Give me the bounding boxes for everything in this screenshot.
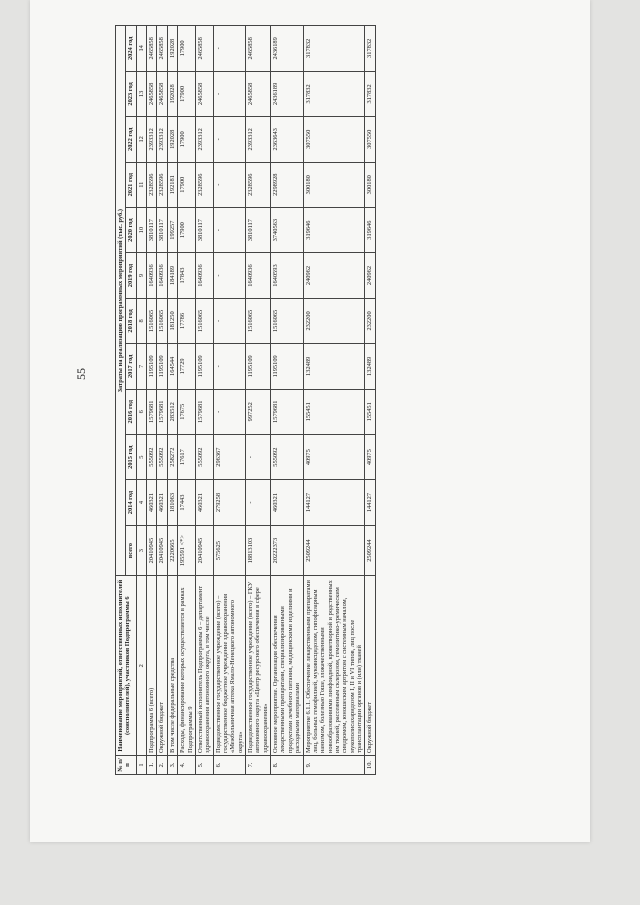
col-number: 10 (136, 207, 146, 252)
col-number: 12 (136, 117, 146, 162)
header-year: 2016 год (126, 389, 136, 434)
cell-year-value: 2328596 (147, 162, 157, 207)
cell-year-value: 2393312 (246, 117, 271, 162)
cell-year-value: 307550 (365, 117, 375, 162)
row-number: 6. (213, 756, 245, 775)
cell-year-value: - (213, 117, 245, 162)
cell-year-value: 317832 (365, 26, 375, 72)
cell-year-value: 232200 (365, 298, 375, 343)
expenses-table (115, 25, 376, 775)
row-name: Расходы, финансирование которых осуществляется в рамках Подпрограммы 9 (178, 576, 196, 756)
cell-year-value: - (213, 162, 245, 207)
cell-total: 18813103 (246, 525, 271, 576)
table-body (147, 26, 376, 775)
cell-total: 20222373 (271, 525, 303, 576)
header-year: 2014 год (126, 480, 136, 525)
cell-year-value: 17900 (178, 207, 196, 252)
table-row (271, 26, 303, 775)
cell-year-value: 1579681 (195, 389, 213, 434)
cell-year-value: 17900 (178, 117, 196, 162)
cell-year-value: 2363643 (271, 117, 303, 162)
cell-year-value: 181063 (167, 480, 177, 525)
cell-year-value: 144127 (303, 480, 365, 525)
cell-year-value: 317832 (303, 71, 365, 116)
cell-year-value: 132489 (365, 344, 375, 389)
cell-year-value: 17675 (178, 389, 196, 434)
row-number: 9. (303, 756, 365, 775)
cell-total: 195591 <*> (178, 525, 196, 576)
cell-year-value: 1516065 (271, 298, 303, 343)
cell-year-value: 17900 (178, 162, 196, 207)
cell-year-value: 40975 (365, 434, 375, 479)
cell-total: 20410945 (157, 525, 167, 576)
cell-year-value: 300180 (303, 162, 365, 207)
cell-year-value: 1640936 (157, 253, 167, 298)
cell-year-value: 240962 (365, 253, 375, 298)
cell-year-value: 317832 (303, 26, 365, 72)
cell-year-value: 1195109 (195, 344, 213, 389)
cell-year-value: 164544 (167, 344, 177, 389)
cell-year-value: 2393312 (147, 117, 157, 162)
cell-year-value: 1516065 (246, 298, 271, 343)
cell-year-value: 555092 (157, 434, 167, 479)
col-number: 7 (136, 344, 146, 389)
cell-year-value: 2436189 (271, 26, 303, 72)
col-number: 13 (136, 71, 146, 116)
cell-total: 2220665 (167, 525, 177, 576)
row-number: 2. (157, 756, 167, 775)
cell-year-value: 2465858 (195, 71, 213, 116)
cell-year-value: - (246, 434, 271, 479)
table-row (195, 26, 213, 775)
rotated-table-container (115, 25, 575, 775)
cell-total: 20410945 (147, 525, 157, 576)
col-number: 1 (136, 756, 146, 775)
cell-total: 2509244 (365, 525, 375, 576)
cell-year-value: 319646 (303, 207, 365, 252)
cell-year-value: - (213, 26, 245, 72)
cell-year-value: 2465858 (246, 26, 271, 72)
col-number: 8 (136, 298, 146, 343)
cell-year-value: 300180 (365, 162, 375, 207)
cell-year-value: 199257 (167, 207, 177, 252)
cell-year-value: 2328596 (195, 162, 213, 207)
cell-year-value: 2465858 (147, 26, 157, 72)
column-number-row (136, 26, 146, 775)
cell-year-value: 192028 (167, 26, 177, 72)
cell-year-value: 258272 (167, 434, 177, 479)
cell-year-value: 232200 (303, 298, 365, 343)
cell-year-value: - (213, 389, 245, 434)
cell-year-value: 1579681 (157, 389, 167, 434)
cell-year-value: 296367 (213, 434, 245, 479)
row-name: Подпрограмма 6 (всего) (147, 576, 157, 756)
cell-year-value: 17786 (178, 298, 196, 343)
row-name: Окружной бюджет (157, 576, 167, 756)
cell-year-value: - (213, 207, 245, 252)
col-number: 11 (136, 162, 146, 207)
cell-year-value: 181250 (167, 298, 177, 343)
cell-year-value: 1640936 (147, 253, 157, 298)
cell-year-value: 2465858 (195, 26, 213, 72)
cell-year-value: 17729 (178, 344, 196, 389)
cell-year-value: 2465858 (246, 71, 271, 116)
cell-year-value: 1640936 (195, 253, 213, 298)
col-number: 5 (136, 434, 146, 479)
cell-year-value: 17843 (178, 253, 196, 298)
col-number: 3 (136, 525, 146, 576)
cell-year-value: 460321 (195, 480, 213, 525)
row-number: 8. (271, 756, 303, 775)
col-number: 9 (136, 253, 146, 298)
cell-year-value: - (246, 480, 271, 525)
header-year: 2021 год (126, 162, 136, 207)
cell-year-value: - (213, 298, 245, 343)
row-name: Подведомственное государственное учреждение (всего) – ГКУ автономного округа «Центр ресурсного обеспечения в сфере здравоохранения» (246, 576, 271, 756)
table-row (167, 26, 177, 775)
rotated-table-wrapper (115, 25, 575, 775)
header-year: 2018 год (126, 298, 136, 343)
cell-year-value: 2465858 (147, 71, 157, 116)
header-year: 2019 год (126, 253, 136, 298)
row-number: 1. (147, 756, 157, 775)
cell-year-value: 283512 (167, 389, 177, 434)
table-row (213, 26, 245, 775)
header-year: 2022 год (126, 117, 136, 162)
cell-year-value: 3810117 (195, 207, 213, 252)
cell-year-value: 240962 (303, 253, 365, 298)
col-number: 2 (136, 576, 146, 756)
cell-year-value: 1516065 (147, 298, 157, 343)
cell-total: 575625 (213, 525, 245, 576)
cell-year-value: 555092 (195, 434, 213, 479)
cell-year-value: 184189 (167, 253, 177, 298)
cell-year-value: 2393312 (157, 117, 167, 162)
cell-year-value: 3740563 (271, 207, 303, 252)
cell-year-value: 1195109 (246, 344, 271, 389)
table-row (303, 26, 365, 775)
row-name: Подведомственное государственное учреждение (всего) – государственное бюджетное учреждение здравоохранения «Межбольничная аптека Ямало-Ненецкого автономного округа» (213, 576, 245, 756)
cell-year-value: 2328596 (157, 162, 167, 207)
header-year: 2024 год (126, 26, 136, 72)
cell-year-value: 1640936 (246, 253, 271, 298)
cell-total: 20410945 (195, 525, 213, 576)
cell-year-value: 1195109 (271, 344, 303, 389)
row-name: Основное мероприятие. Организация обеспечения лекарственными препаратами, специализированными продуктами лечебного питания, медицинскими изделиями и расходными материалами (271, 576, 303, 756)
cell-year-value: 40975 (303, 434, 365, 479)
row-name: Окружной бюджет (365, 576, 375, 756)
cell-year-value: 1516065 (157, 298, 167, 343)
col-number: 4 (136, 480, 146, 525)
cell-year-value: - (213, 71, 245, 116)
row-number: 10. (365, 756, 375, 775)
cell-year-value: 155451 (303, 389, 365, 434)
cell-year-value: 460321 (271, 480, 303, 525)
cell-year-value: 1579681 (271, 389, 303, 434)
cell-year-value: 1195109 (147, 344, 157, 389)
cell-year-value: 3810117 (157, 207, 167, 252)
cell-year-value: 132489 (303, 344, 365, 389)
row-name: Мероприятие 6.1.1. Обеспечение лекарственными препаратами лиц, больных гемофилией, муковисцидозом, гипофизарным нанизмом, болезнью Гоше, злокачественными новообразованиями лимфоидной, кроветворной и родственных им тканей, рассеянным склерозом, гемолитико-уремическим синдромом, юношеским артритом с системным началом, мукополисахаридозом I, II и VI типов, лиц после трансплантации органов и (или) тканей (303, 576, 365, 756)
table-row (147, 26, 157, 775)
cell-year-value: 2328596 (246, 162, 271, 207)
cell-year-value: 1579681 (147, 389, 157, 434)
cell-year-value: 1516065 (195, 298, 213, 343)
header-costs-caption: Затраты на реализацию программных мероприятий (тыс. руб.) (116, 26, 126, 576)
header-year: 2020 год (126, 207, 136, 252)
table-row (157, 26, 167, 775)
cell-year-value: 2298928 (271, 162, 303, 207)
cell-year-value: 1195109 (157, 344, 167, 389)
cell-year-value: 3810117 (147, 207, 157, 252)
cell-year-value: 997252 (246, 389, 271, 434)
cell-year-value: 307550 (303, 117, 365, 162)
cell-year-value: 17900 (178, 71, 196, 116)
cell-year-value: - (213, 253, 245, 298)
row-number: 5. (195, 756, 213, 775)
table-row (178, 26, 196, 775)
header-row-1 (116, 26, 126, 775)
cell-year-value: 17900 (178, 26, 196, 72)
cell-year-value: 555092 (147, 434, 157, 479)
row-number: 7. (246, 756, 271, 775)
row-name: Ответственный исполнитель Подпрограммы 6 – департамент здравоохранения автономного округа, в том числе (195, 576, 213, 756)
cell-year-value: 279258 (213, 480, 245, 525)
cell-year-value: 17443 (178, 480, 196, 525)
cell-year-value: 2465858 (157, 71, 167, 116)
cell-year-value: 2465858 (157, 26, 167, 72)
col-number: 14 (136, 26, 146, 72)
document-page (30, 0, 590, 842)
header-year: 2023 год (126, 71, 136, 116)
cell-year-value: 3810117 (246, 207, 271, 252)
cell-year-value: 555092 (271, 434, 303, 479)
cell-year-value: 460321 (147, 480, 157, 525)
row-number: 3. (167, 756, 177, 775)
header-total: всего (126, 525, 136, 576)
row-name: В том числе федеральные средства (167, 576, 177, 756)
cell-year-value: 2436189 (271, 71, 303, 116)
cell-year-value: 192028 (167, 71, 177, 116)
cell-year-value: 1640593 (271, 253, 303, 298)
cell-total: 2509244 (303, 525, 365, 576)
cell-year-value: - (213, 344, 245, 389)
cell-year-value: 155451 (365, 389, 375, 434)
cell-year-value: 17617 (178, 434, 196, 479)
header-name: Наименование мероприятий, ответственных исполнителей (соисполнителей), участников Подпрограммы 6 (116, 576, 137, 756)
table-row (246, 26, 271, 775)
row-number: 4. (178, 756, 196, 775)
cell-year-value: 192028 (167, 117, 177, 162)
header-year: 2017 год (126, 344, 136, 389)
header-year: 2015 год (126, 434, 136, 479)
cell-year-value: 192181 (167, 162, 177, 207)
cell-year-value: 460321 (157, 480, 167, 525)
cell-year-value: 319646 (365, 207, 375, 252)
cell-year-value: 2393312 (195, 117, 213, 162)
cell-year-value: 317832 (365, 71, 375, 116)
page-number: 55 (74, 368, 88, 380)
col-number: 6 (136, 389, 146, 434)
header-num: № п/п (116, 756, 137, 775)
cell-year-value: 144127 (365, 480, 375, 525)
table-row (365, 26, 375, 775)
